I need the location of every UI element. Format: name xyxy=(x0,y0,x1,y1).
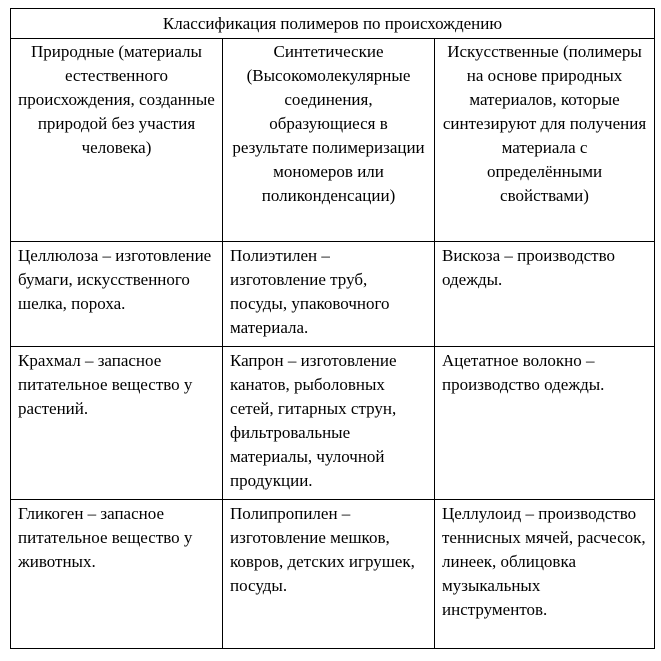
cell-artificial-text: Ацетатное волокно – производство одежды. xyxy=(442,351,605,394)
cell-synthetic-text: Полиэтилен – изготовление труб, посуды, упаковочного материала. xyxy=(230,246,390,337)
table-cell xyxy=(11,347,223,500)
table-row xyxy=(11,347,655,500)
cell-synthetic-text: Капрон – изготовление канатов, рыболовных сетей, гитарных струн, фильтровальные материалы, чулочной продукции. xyxy=(230,351,397,490)
table-row xyxy=(11,242,655,347)
header-natural-text: Природные (материалы естественного происхождения, созданные природой без участия человека) xyxy=(18,42,215,157)
table-title-row xyxy=(11,9,655,39)
header-synthetic xyxy=(223,39,435,242)
cell-natural-text: Гликоген – запасное питательное вещество у животных. xyxy=(18,504,193,571)
cell-artificial-text: Целлулоид – производство теннисных мячей, расчесок, линеек, облицовка музыкальных инструментов. xyxy=(442,504,646,619)
table-header-row xyxy=(11,39,655,242)
header-synthetic-text: Синтетические (Высокомолекулярные соединения, образующиеся в результате полимеризации мономеров или поликонденсации) xyxy=(232,42,425,205)
table-cell xyxy=(223,242,435,347)
header-artificial xyxy=(435,39,655,242)
polymer-classification-table xyxy=(10,8,655,649)
table-title xyxy=(11,9,655,39)
cell-natural-text: Целлюлоза – изготовление бумаги, искусственного шелка, пороха. xyxy=(18,246,212,313)
table-title-text: Классификация полимеров по происхождению xyxy=(162,13,503,33)
table-cell xyxy=(223,347,435,500)
cell-synthetic-text: Полипропилен – изготовление мешков, ковров, детских игрушек, посуды. xyxy=(230,504,415,595)
table-row xyxy=(11,500,655,649)
header-natural xyxy=(11,39,223,242)
table-cell xyxy=(223,500,435,649)
table-cell xyxy=(11,242,223,347)
table-cell xyxy=(435,242,655,347)
table-cell xyxy=(435,347,655,500)
cell-natural-text: Крахмал – запасное питательное вещество у растений. xyxy=(18,351,193,418)
header-artificial-text: Искусственные (полимеры на основе природных материалов, которые синтезируют для получения материала с определёнными свойствами) xyxy=(442,42,647,205)
cell-artificial-text: Вискоза – производство одежды. xyxy=(442,246,616,289)
table-cell xyxy=(11,500,223,649)
table-cell xyxy=(435,500,655,649)
